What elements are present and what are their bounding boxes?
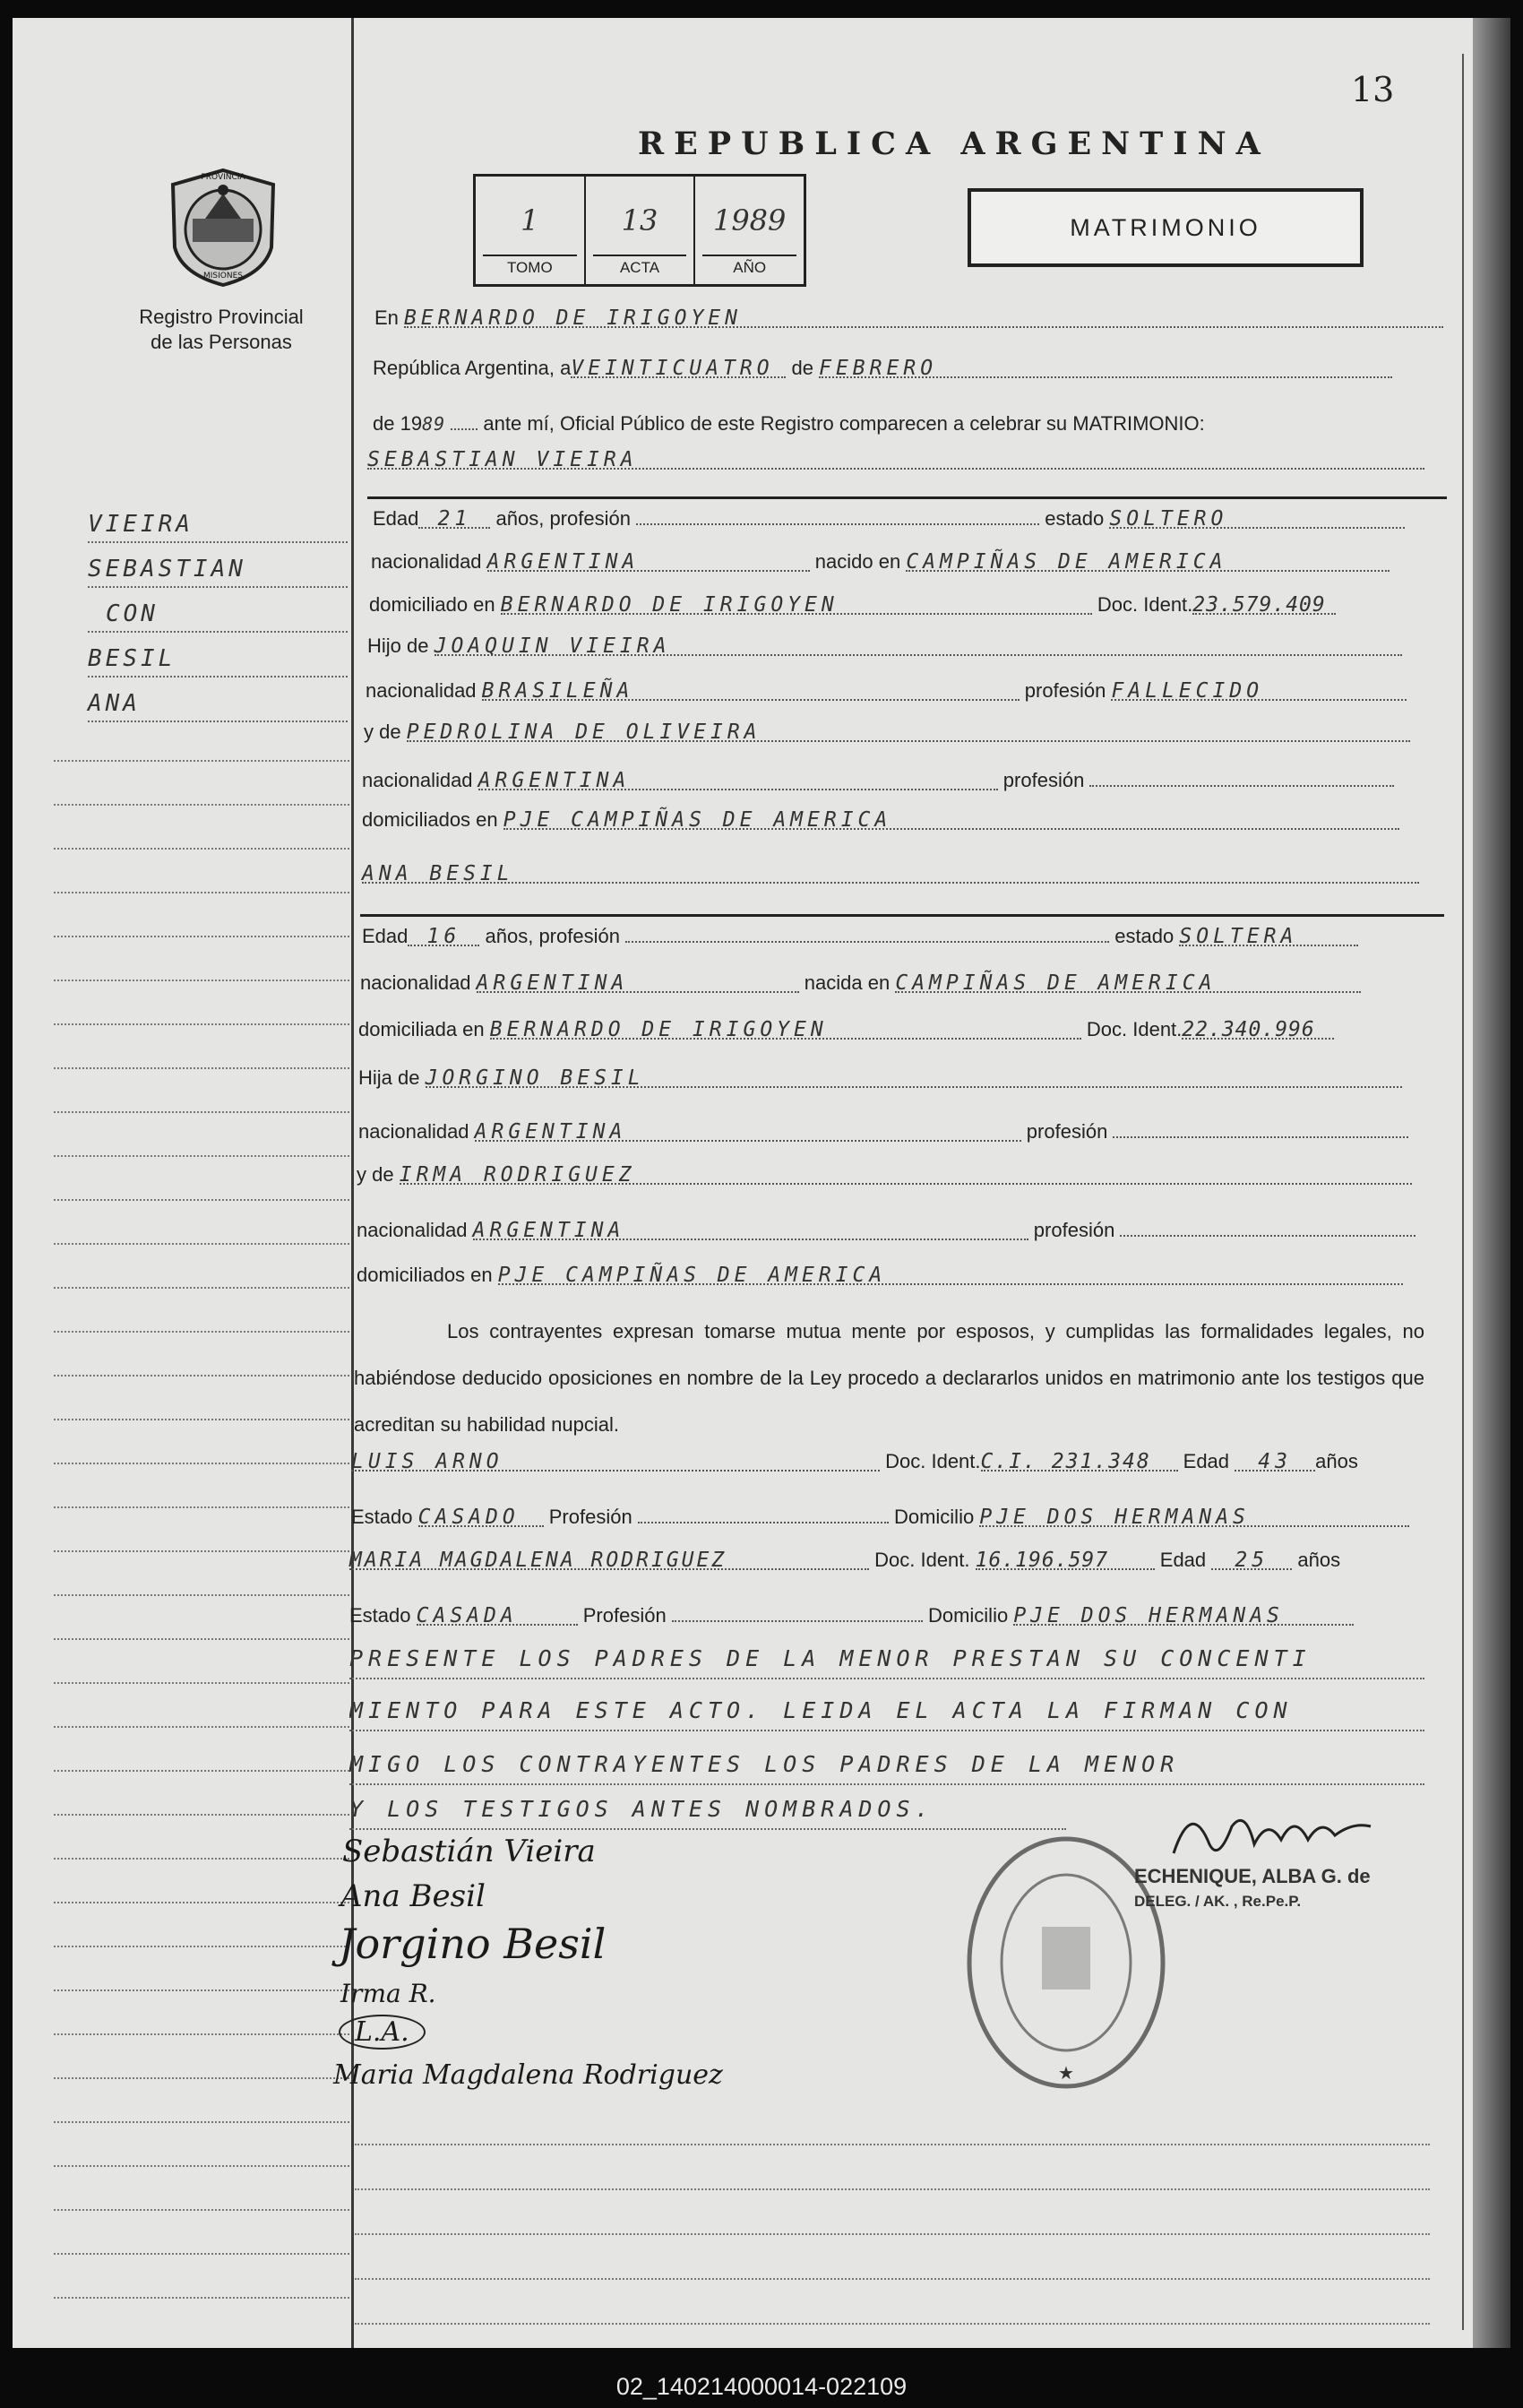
witness2-edad: 25 — [1211, 1549, 1292, 1570]
bride-hija-label: Hija de — [358, 1066, 420, 1089]
note-line-4: Y LOS TESTIGOS ANTES NOMBRADOS. — [349, 1796, 1066, 1830]
bride-parents-dom-line — [357, 1264, 1403, 1287]
margin-rule-line — [54, 1989, 349, 1991]
intro-year-line — [373, 409, 1205, 436]
bride-nacionalidad: ARGENTINA — [477, 971, 799, 993]
day-value: VEINTICUATRO — [571, 357, 786, 378]
bride-dom-label: domiciliada en — [358, 1018, 485, 1040]
groom-father-line — [367, 634, 1402, 658]
margin-rule-line — [54, 1111, 349, 1113]
margin-rule-line — [54, 1770, 349, 1772]
bride-estado: SOLTERA — [1179, 925, 1358, 946]
margin-name-groom: SEBASTIAN — [88, 556, 348, 588]
margin-rule-line — [54, 2121, 349, 2123]
groom-nacido: CAMPIÑAS DE AMERICA — [906, 550, 1390, 572]
witness1-detail-line — [351, 1502, 1409, 1529]
bride-nat-line — [360, 971, 1361, 995]
margin-surname-groom: VIEIRA — [88, 511, 348, 543]
witness2-edad-label: Edad — [1159, 1549, 1207, 1571]
note-line-1: PRESENTE LOS PADRES DE LA MENOR PRESTAN SU CONCENTI — [349, 1645, 1424, 1679]
republic-title: REPUBLICA ARGENTINA — [638, 125, 1270, 162]
svg-text:MISIONES: MISIONES — [202, 272, 244, 281]
svg-text:PROVINCIA: PROVINCIA — [201, 173, 245, 182]
place-value: BERNARDO DE IRIGOYEN — [404, 306, 1443, 328]
note-line-2: MIENTO PARA ESTE ACTO. LEIDA EL ACTA LA FIRMAN CON — [349, 1697, 1424, 1731]
margin-rule-line — [54, 1243, 349, 1245]
margin-name-bride: ANA — [88, 690, 348, 722]
margin-rule-line — [54, 1067, 349, 1069]
body-rule-line — [355, 2278, 1430, 2280]
signature-bride-father: Jorgino Besil — [339, 1920, 607, 1968]
margin-rule-line — [54, 1199, 349, 1201]
bride-domiciliados-label: domiciliados en — [357, 1264, 493, 1286]
acta-value: 13 — [621, 203, 658, 237]
margin-rule-line — [54, 1902, 349, 1903]
margin-rule-line — [54, 1946, 349, 1947]
margin-rule-line — [54, 2209, 349, 2211]
groom-mother-nat: ARGENTINA — [478, 769, 998, 790]
bride-doc: 22.340.996 — [1182, 1018, 1334, 1040]
groom-nac-label: nacionalidad — [371, 550, 482, 573]
anio-cell — [695, 177, 804, 284]
bride-yde-label: y de — [357, 1163, 394, 1186]
bride-padre-nac-label: nacionalidad — [358, 1120, 469, 1143]
groom-doc: 23.579.409 — [1192, 593, 1336, 615]
republica-label: República Argentina, a — [373, 357, 572, 379]
note-line-3: MIGO LOS CONTRAYENTES LOS PADRES DE LA MENOR — [349, 1751, 1424, 1785]
groom-estado-label: estado — [1045, 507, 1105, 530]
bride-madre-nac-label: nacionalidad — [357, 1219, 468, 1241]
bride-mother: IRMA RODRIGUEZ — [400, 1163, 1412, 1185]
tomo-value: 1 — [521, 203, 539, 237]
margin-rule-line — [54, 1594, 349, 1596]
margin-rule-line — [54, 1463, 349, 1464]
acta-label: ACTA — [593, 255, 687, 277]
groom-padre-prof-label: profesión — [1024, 679, 1106, 702]
margin-rule-line — [54, 2077, 349, 2079]
witness1-name: LUIS ARNO — [351, 1450, 880, 1472]
acta-cell — [586, 177, 696, 284]
groom-father-nat-line — [366, 679, 1407, 703]
groom-nat-line — [371, 550, 1390, 574]
groom-nacionalidad: ARGENTINA — [487, 550, 810, 572]
margin-rule-line — [54, 2253, 349, 2255]
witness1-prof-label: Profesión — [548, 1506, 632, 1528]
witness1-dom-label: Domicilio — [893, 1506, 975, 1528]
witness2-detail-line — [349, 1601, 1354, 1627]
margin-rule-line — [54, 892, 349, 893]
province-seal-icon — [166, 167, 280, 289]
page-number: 13 — [1351, 70, 1395, 109]
bride-edad-label: Edad — [362, 925, 409, 947]
margin-rule-line — [54, 760, 349, 762]
registry-label — [100, 305, 342, 355]
witness1-edad-label: Edad — [1183, 1450, 1230, 1472]
groom-anos-label: años, profesión — [495, 507, 631, 530]
year-suffix: 89 — [422, 413, 446, 435]
month-value: FEBRERO — [819, 357, 1392, 378]
groom-parents-dom-line — [362, 808, 1399, 832]
intro-place-line — [374, 306, 1443, 330]
bride-father-nat: ARGENTINA — [475, 1120, 1021, 1142]
witness1-doc: C.I. 231.348 — [981, 1450, 1178, 1472]
bride-dom-line — [358, 1018, 1334, 1041]
document-type-box: MATRIMONIO — [968, 188, 1364, 267]
registry-line2: de las Personas — [151, 331, 292, 353]
margin-rule-line — [54, 848, 349, 850]
tomo-acta-year-box — [473, 174, 806, 287]
bride-doc-label: Doc. Ident. — [1086, 1018, 1183, 1040]
margin-rule-line — [54, 1638, 349, 1640]
witness2-doc: 16.196.597 — [976, 1549, 1155, 1570]
bride-name-line — [362, 862, 1419, 885]
bride-age-line — [362, 921, 1358, 948]
witness2-estado-label: Estado — [349, 1604, 411, 1627]
groom-age-line — [373, 504, 1405, 531]
groom-mother-line — [364, 721, 1410, 744]
bride-padre-prof-label: profesión — [1026, 1120, 1108, 1143]
groom-name-line — [367, 448, 1424, 471]
bride-top-rule — [360, 914, 1444, 917]
bride-madre-prof-label: profesión — [1033, 1219, 1115, 1241]
anio-label: AÑO — [702, 255, 796, 277]
bride-edad: 16 — [408, 925, 479, 946]
signature-witness1: L.A. — [339, 2015, 426, 2050]
groom-madre-nac-label: nacionalidad — [362, 769, 473, 791]
witness2-estado: CASADA — [417, 1604, 578, 1626]
margin-rule-line — [54, 1375, 349, 1377]
witness2-dom-label: Domicilio — [927, 1604, 1009, 1627]
margin-rule-line — [54, 936, 349, 937]
signature-groom: Sebastián Vieira — [342, 1834, 596, 1869]
margin-rule-line — [54, 1023, 349, 1025]
margin-rule-line — [54, 2165, 349, 2167]
witness1-estado: CASADO — [418, 1506, 544, 1527]
anio-value: 1989 — [712, 203, 787, 237]
image-footer-id: 02_140214000014-022109 — [615, 2373, 908, 2400]
witness1-anos-label: años — [1315, 1450, 1358, 1472]
margin-rule-line — [54, 1726, 349, 1728]
tomo-cell — [476, 177, 586, 284]
groom-estado: SOLTERO — [1109, 507, 1405, 529]
bride-mother-nat-line — [357, 1215, 1415, 1242]
witness1-estado-label: Estado — [351, 1506, 413, 1528]
groom-nacido-label: nacido en — [814, 550, 901, 573]
margin-rule-line — [54, 1331, 349, 1333]
registry-line1: Registro Provincial — [139, 306, 304, 328]
witness1-domicilio: PJE DOS HERMANAS — [979, 1506, 1409, 1527]
body-rule-line — [355, 2323, 1430, 2325]
margin-rule-line — [54, 980, 349, 981]
margin-rule-line — [54, 1550, 349, 1552]
bride-anos-label: años, profesión — [485, 925, 620, 947]
declaration-text: Los contrayentes expresan tomarse mutua mente por esposos, y cumplidas las formalidades legales, no habiéndose deducido oposiciones en nombre de la Ley procedo a declararlos unidos en matrimonio ante los testigos que acreditan su habilidad nupcial. — [354, 1320, 1424, 1436]
bride-name: ANA BESIL — [362, 862, 1419, 884]
body-rule-line — [355, 2233, 1430, 2235]
witness1-edad: 43 — [1235, 1450, 1315, 1472]
groom-father: JOAQUIN VIEIRA — [435, 634, 1402, 656]
margin-rule-line — [54, 2297, 349, 2299]
groom-parents-dom: PJE CAMPIÑAS DE AMERICA — [503, 808, 1399, 830]
margin-rule-line — [54, 1682, 349, 1684]
margin-rule-line — [54, 1155, 349, 1157]
bride-nacida-label: nacida en — [804, 971, 891, 994]
body-rule-line — [355, 2188, 1430, 2190]
margin-surname-bride: BESIL — [88, 645, 348, 678]
bride-father: JORGINO BESIL — [426, 1066, 1402, 1088]
witness2-line — [349, 1549, 1340, 1572]
registrar-stamp — [1134, 1864, 1371, 1914]
groom-top-rule — [367, 496, 1447, 499]
year-prefix: de 19 — [373, 412, 423, 435]
bride-mother-line — [357, 1163, 1412, 1187]
right-rule — [1462, 54, 1464, 2330]
margin-rule-line — [54, 1506, 349, 1508]
witness1-doc-label: Doc. Ident. — [885, 1450, 981, 1472]
bride-father-nat-line — [358, 1117, 1408, 1144]
groom-madre-prof-label: profesión — [1002, 769, 1085, 791]
body-rule-line — [355, 2144, 1430, 2145]
margin-rule-line — [54, 1858, 349, 1860]
groom-domicilio: BERNARDO DE IRIGOYEN — [501, 593, 1092, 615]
witness1-line — [351, 1450, 1358, 1473]
groom-edad-label: Edad — [373, 507, 419, 530]
bride-estado-label: estado — [1114, 925, 1175, 947]
margin-rule-line — [54, 1287, 349, 1289]
groom-hijo-label: Hijo de — [367, 634, 429, 657]
groom-mother: PEDROLINA DE OLIVEIRA — [407, 721, 1410, 742]
groom-father-prof: FALLECIDO — [1111, 679, 1407, 701]
witness2-name: MARIA MAGDALENA RODRIGUEZ — [349, 1549, 869, 1570]
registrar-line1: ECHENIQUE, ALBA G. de — [1134, 1865, 1371, 1887]
bride-nacida: CAMPIÑAS DE AMERICA — [895, 971, 1361, 993]
margin-rule-line — [54, 1419, 349, 1420]
margin-con: CON — [88, 600, 348, 633]
groom-domiciliados-label: domiciliados en — [362, 808, 498, 831]
margin-rule-line — [54, 804, 349, 806]
signature-bride: Ana Besil — [340, 1878, 486, 1914]
svg-text:★: ★ — [1058, 2064, 1074, 2084]
bride-father-line — [358, 1066, 1402, 1090]
margin-rule-line — [54, 2033, 349, 2035]
bride-nac-label: nacionalidad — [360, 971, 471, 994]
registrar-line2: DELEG. / AK. , Re.Pe.P. — [1134, 1893, 1302, 1910]
witness2-prof-label: Profesión — [582, 1604, 667, 1627]
groom-dom-line — [369, 593, 1336, 617]
groom-edad: 21 — [418, 507, 490, 529]
signature-witness2: Maria Magdalena Rodriguez — [333, 2059, 723, 2091]
bride-domicilio: BERNARDO DE IRIGOYEN — [490, 1018, 1081, 1040]
bride-mother-nat: ARGENTINA — [473, 1219, 1028, 1240]
witness2-anos-label: años — [1297, 1549, 1341, 1571]
groom-father-nat: BRASILEÑA — [482, 679, 1020, 701]
margin-rule-line — [54, 1814, 349, 1816]
groom-name: SEBASTIAN VIEIRA — [367, 448, 1424, 470]
groom-doc-label: Doc. Ident. — [1097, 593, 1193, 616]
tomo-label: TOMO — [483, 255, 577, 277]
witness2-domicilio: PJE DOS HERMANAS — [1013, 1604, 1354, 1626]
groom-yde-label: y de — [364, 721, 401, 743]
official-signature-icon — [1165, 1791, 1380, 1871]
book-binding-edge — [1473, 18, 1510, 2348]
en-label: En — [374, 306, 399, 329]
intro-date-line — [373, 357, 1392, 380]
bride-parents-dom: PJE CAMPIÑAS DE AMERICA — [498, 1264, 1403, 1285]
intro-statement: ante mí, Oficial Público de este Registro comparecen a celebrar su MATRIMONIO: — [483, 412, 1205, 435]
groom-dom-label: domiciliado en — [369, 593, 495, 616]
groom-mother-nat-line — [362, 765, 1394, 792]
de-label: de — [791, 357, 813, 379]
witness2-doc-label: Doc. Ident. — [874, 1549, 970, 1571]
signature-bride-mother: Irma R. — [340, 1979, 436, 2008]
groom-padre-nac-label: nacionalidad — [366, 679, 477, 702]
